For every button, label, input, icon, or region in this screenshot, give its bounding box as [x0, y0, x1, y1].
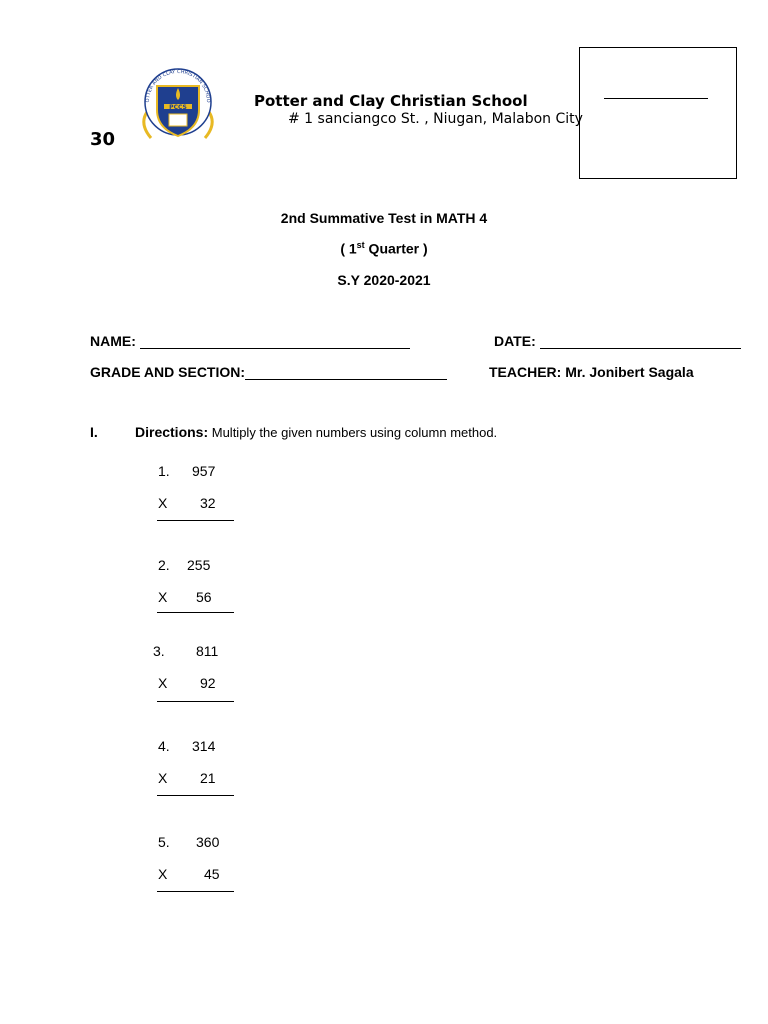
- item-multiplier: 92: [200, 675, 216, 691]
- directions-label: Directions:: [135, 424, 209, 440]
- item-multiplicand: 811: [196, 643, 219, 659]
- item-multiplicand: 957: [192, 463, 216, 479]
- item-operator: X: [158, 675, 168, 691]
- item-operator: X: [158, 589, 168, 605]
- item-multiplier: 21: [200, 770, 216, 786]
- score-box: [579, 47, 737, 179]
- score-total: 30: [90, 129, 116, 150]
- logo-text: OTTER AND CLAY CHRISTIAN SCHOO: [144, 68, 212, 103]
- item-multiplicand: 360: [196, 834, 220, 850]
- name-label: NAME:: [90, 333, 136, 349]
- date-input-line[interactable]: [540, 334, 741, 349]
- school-year: S.Y 2020-2021: [337, 272, 431, 288]
- quarter-label: ( 1st Quarter ): [340, 240, 428, 257]
- item-operator: X: [158, 495, 168, 511]
- directions: [135, 424, 497, 440]
- name-field: [90, 333, 410, 349]
- date-field: [494, 333, 741, 349]
- item-answer-line[interactable]: [157, 891, 234, 892]
- test-title: 2nd Summative Test in MATH 4: [280, 210, 488, 226]
- date-label: DATE:: [494, 333, 536, 349]
- item-number: 2.: [158, 557, 170, 573]
- book-icon: [169, 114, 187, 126]
- directions-text: Multiply the given numbers using column method.: [211, 425, 498, 440]
- logo-initials: PCCS: [169, 104, 187, 111]
- teacher-field: [489, 364, 694, 380]
- item-multiplicand: 314: [192, 738, 216, 754]
- item-answer-line[interactable]: [157, 701, 234, 702]
- school-logo: [133, 64, 223, 144]
- item-number: 4.: [158, 738, 170, 754]
- name-input-line[interactable]: [140, 334, 410, 349]
- grade-section-input-line[interactable]: [245, 365, 447, 380]
- school-name: Potter and Clay Christian School: [254, 92, 528, 110]
- item-answer-line[interactable]: [157, 795, 234, 796]
- grade-section-field: [90, 364, 447, 380]
- school-address: # 1 sanciangco St. , Niugan, Malabon City: [288, 111, 583, 127]
- grade-section-label: GRADE AND SECTION:: [90, 364, 246, 380]
- item-operator: X: [158, 770, 168, 786]
- score-blank-line[interactable]: [604, 98, 708, 99]
- item-multiplier: 56: [196, 589, 212, 605]
- item-number: 3.: [153, 643, 165, 659]
- section-number: I.: [90, 424, 98, 440]
- item-answer-line[interactable]: [157, 520, 234, 521]
- teacher-value: Mr. Jonibert Sagala: [565, 364, 694, 380]
- item-operator: X: [158, 866, 168, 882]
- item-answer-line[interactable]: [157, 612, 234, 613]
- item-number: 5.: [158, 834, 170, 850]
- teacher-label: TEACHER:: [489, 364, 562, 380]
- item-multiplicand: 255: [187, 557, 211, 573]
- item-number: 1.: [158, 463, 170, 479]
- item-multiplier: 32: [200, 495, 216, 511]
- item-multiplier: 45: [204, 866, 220, 882]
